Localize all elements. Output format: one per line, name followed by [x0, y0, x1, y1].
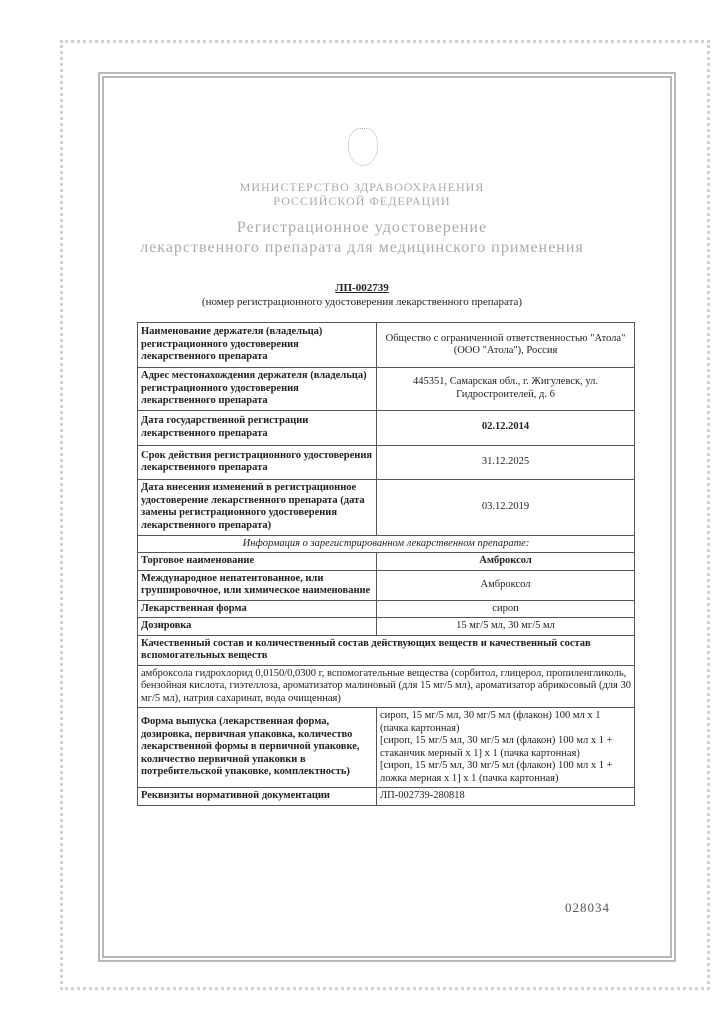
table-row [138, 788, 635, 806]
release-form-value [377, 708, 635, 788]
trade-name-value: Амброксол [377, 553, 635, 571]
form-label: Лекарственная форма [138, 600, 377, 618]
table-row [138, 323, 635, 368]
validity-value: 31.12.2025 [377, 445, 635, 479]
composition-value: амброксола гидрохлорид 0,0150/0,0300 г, вспомогательные вещества (сорбитол, глицерол, пропиленгликоль, бензойная кислота, гиэтеллоза, ароматизатор малиновый (для 15 мг/5 мл), ароматизатор абрикосовый (для 30 мг/5 мл), натрия сахаринат, вода очищенная) [138, 665, 635, 708]
title-line1: Регистрационное удостоверение [236, 219, 488, 236]
release-option: сироп, 15 мг/5 мл, 30 мг/5 мл (флакон) 100 мл х 1 (пачка картонная) [380, 710, 601, 734]
release-option: [сироп, 15 мг/5 мл, 30 мг/5 мл (флакон) 100 мл х 1 + ложка мерная х 1] х 1 (пачка картонная) [380, 760, 613, 784]
composition-label: Качественный состав и количественный состав действующих веществ и качественный состав вспомогательных веществ [138, 635, 635, 665]
registration-date-value: 02.12.2014 [377, 410, 635, 445]
holder-value: Общество с ограниченной ответственностью "Атола" (ООО "Атола"), Россия [377, 323, 635, 368]
inn-label: Международное непатентованное, или группировочное, или химическое наименование [138, 570, 377, 600]
address-label: Адрес местонахождения держателя (владельца) регистрационного удостоверения лекарственного препарата [138, 368, 377, 411]
dosage-label: Дозировка [138, 618, 377, 636]
holder-label: Наименование держателя (владельца) регистрационного удостоверения лекарственного препарата [138, 323, 377, 368]
table-row [138, 618, 635, 636]
trade-name-label: Торговое наименование [138, 553, 377, 571]
change-date-label: Дата внесения изменений в регистрационное удостоверение лекарственного препарата (дата замены регистрационного удостоверения лекарственного препарата) [138, 479, 377, 535]
title-line2: лекарственного препарата для медицинского применения [140, 239, 584, 256]
normative-docs-value: ЛП-002739-280818 [377, 788, 635, 806]
validity-label: Срок действия регистрационного удостоверения лекарственного препарата [138, 445, 377, 479]
serial-number: 028034 [565, 900, 610, 915]
table-row [138, 570, 635, 600]
table-row [138, 368, 635, 411]
registration-number-caption: (номер регистрационного удостоверения лекарственного препарата) [201, 296, 523, 308]
release-form-label: Форма выпуска (лекарственная форма, дозировка, первичная упаковка, количество лекарственной формы в первичной упаковке, количество первичной упаковки в потребительской упаковке, комплектность) [138, 708, 377, 788]
dosage-value: 15 мг/5 мл, 30 мг/5 мл [377, 618, 635, 636]
form-value: сироп [377, 600, 635, 618]
registration-number: ЛП-002739 [335, 282, 389, 294]
table-row [138, 479, 635, 535]
table-row [138, 600, 635, 618]
change-date-value: 03.12.2019 [377, 479, 635, 535]
inn-value: Амброксол [377, 570, 635, 600]
registration-table [137, 322, 635, 806]
ministry-header [0, 180, 724, 208]
coat-of-arms-icon [348, 128, 378, 166]
document-title [0, 218, 724, 258]
registration-date-label: Дата государственной регистрации лекарственного препарата [138, 410, 377, 445]
address-value: 445351, Самарская обл., г. Жигулевск, ул. Гидростроителей, д. 6 [377, 368, 635, 411]
table-row [138, 665, 635, 708]
release-option: [сироп, 15 мг/5 мл, 30 мг/5 мл (флакон) 100 мл х 1 + стаканчик мерный х 1] х 1 (пачка картонная) [380, 735, 613, 759]
normative-docs-label: Реквизиты нормативной документации [138, 788, 377, 806]
table-row [138, 553, 635, 571]
table-row [138, 635, 635, 665]
table-row [138, 410, 635, 445]
info-heading: Информация о зарегистрированном лекарственном препарате: [138, 535, 635, 553]
ministry-line1: МИНИСТЕРСТВО ЗДРАВООХРАНЕНИЯ [239, 180, 485, 194]
table-row [138, 708, 635, 788]
table-row [138, 445, 635, 479]
ministry-line2: РОССИЙСКОЙ ФЕДЕРАЦИИ [273, 194, 451, 208]
table-row [138, 535, 635, 553]
